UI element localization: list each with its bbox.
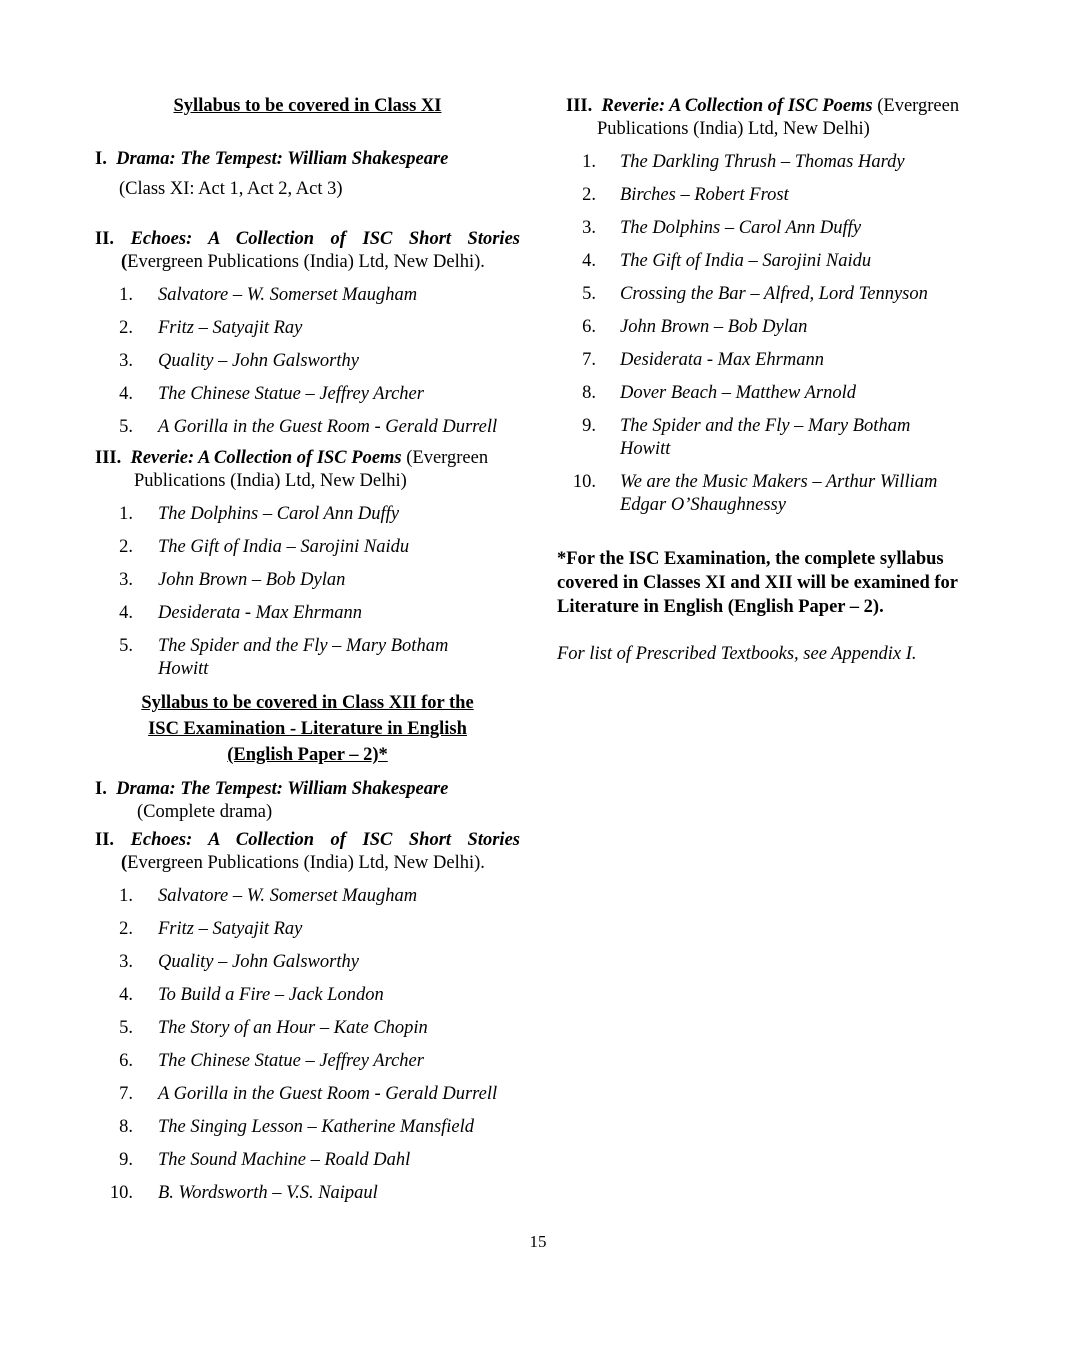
list-item: 5. The Spider and the Fly – Mary Botham Howitt [119,636,449,679]
exam-note: *For the ISC Examination, the complete syllabus covered in Classes XI and XII will be examined for Literature in English (English Paper – 2). [557,549,958,617]
poem-list [557,151,987,517]
list-item: 9. The Sound Machine – Roald Dahl [119,1150,411,1170]
list-item: 7. Desiderata - Max Ehrmann [582,350,824,370]
class12-section-reverie [557,95,987,517]
class12-section-drama [95,778,520,824]
list-item: 10. We are the Music Makers – Arthur William Edgar O’Shaughnessy [572,472,938,515]
list-item: 2. Fritz – Satyajit Ray [119,919,303,939]
list-item: 6. John Brown – Bob Dylan [582,317,808,337]
story-list [95,284,520,439]
list-item: 1. The Darkling Thrush – Thomas Hardy [582,152,905,172]
list-item: 1. Salvatore – W. Somerset Maugham [119,886,418,906]
open-paren: ( [121,853,128,873]
list-item: 5. The Story of an Hour – Kate Chopin [119,1018,428,1038]
list-item: 2. Birches – Robert Frost [582,185,789,205]
class11-section-echoes [95,228,520,439]
class11-heading: Syllabus to be covered in Class XI [173,96,442,116]
publisher: Evergreen Publications (India) Ltd, New Delhi). [127,252,485,272]
list-item: 1. The Dolphins – Carol Ann Duffy [119,504,400,524]
list-item: 2. Fritz – Satyajit Ray [119,318,303,338]
section-numeral: I. [95,149,107,169]
poem-list [95,503,520,681]
publisher-part2: Publications (India) Ltd, New Delhi) [597,119,870,139]
list-item: 8. The Singing Lesson – Katherine Mansfield [119,1117,475,1137]
section-numeral: II. [95,229,115,249]
section-title: Echoes: A Collection of ISC Short Stories [130,229,520,249]
list-item: 2. The Gift of India – Sarojini Naidu [119,537,410,557]
section-note: (Complete drama) [137,802,273,822]
story-list [95,885,520,1205]
list-item: 3. Quality – John Galsworthy [119,351,359,371]
section-numeral: II. [95,830,115,850]
textbooks-note: For list of Prescribed Textbooks, see Appendix I. [557,644,917,664]
class12-heading: Syllabus to be covered in Class XII for the ISC Examination - Literature in English (English Paper – 2)* [141,693,474,765]
list-item: 1. Salvatore – W. Somerset Maugham [119,285,418,305]
list-item: 3. Quality – John Galsworthy [119,952,359,972]
list-item: 3. The Dolphins – Carol Ann Duffy [582,218,862,238]
section-title: Drama: The Tempest: William Shakespeare [116,149,449,169]
page-number: 15 [529,1232,547,1251]
list-item: 4. The Chinese Statue – Jeffrey Archer [119,384,424,404]
list-item: 4. The Gift of India – Sarojini Naidu [582,251,872,271]
publisher: Evergreen Publications (India) Ltd, New Delhi). [127,853,485,873]
list-item: 8. Dover Beach – Matthew Arnold [582,383,857,403]
section-title: Reverie: A Collection of ISC Poems [601,96,873,116]
list-item: 5. Crossing the Bar – Alfred, Lord Tennyson [582,284,928,304]
class11-section-drama [95,148,520,201]
list-item: 5. A Gorilla in the Guest Room - Gerald Durrell [119,417,498,437]
section-title: Reverie: A Collection of ISC Poems [130,448,402,468]
class11-section-reverie [95,447,520,681]
publisher-part1: (Evergreen [401,448,489,468]
section-numeral: I. [95,779,107,799]
publisher-part2: Publications (India) Ltd, New Delhi) [134,471,407,491]
list-item: 10. B. Wordsworth – V.S. Naipaul [109,1183,378,1203]
list-item: 9. The Spider and the Fly – Mary Botham Howitt [582,416,911,459]
section-numeral: III. [566,96,593,116]
open-paren: ( [121,252,128,272]
section-note: (Class XI: Act 1, Act 2, Act 3) [119,179,343,199]
list-item: 3. John Brown – Bob Dylan [119,570,346,590]
list-item: 7. A Gorilla in the Guest Room - Gerald Durrell [119,1084,498,1104]
list-item: 4. Desiderata - Max Ehrmann [119,603,362,623]
list-item: 4. To Build a Fire – Jack London [119,985,384,1005]
list-item: 6. The Chinese Statue – Jeffrey Archer [119,1051,424,1071]
section-title: Echoes: A Collection of ISC Short Stories [130,830,520,850]
publisher-part1: (Evergreen [872,96,960,116]
section-numeral: III. [95,448,122,468]
class12-section-echoes [95,829,520,1205]
section-title: Drama: The Tempest: William Shakespeare [116,779,449,799]
